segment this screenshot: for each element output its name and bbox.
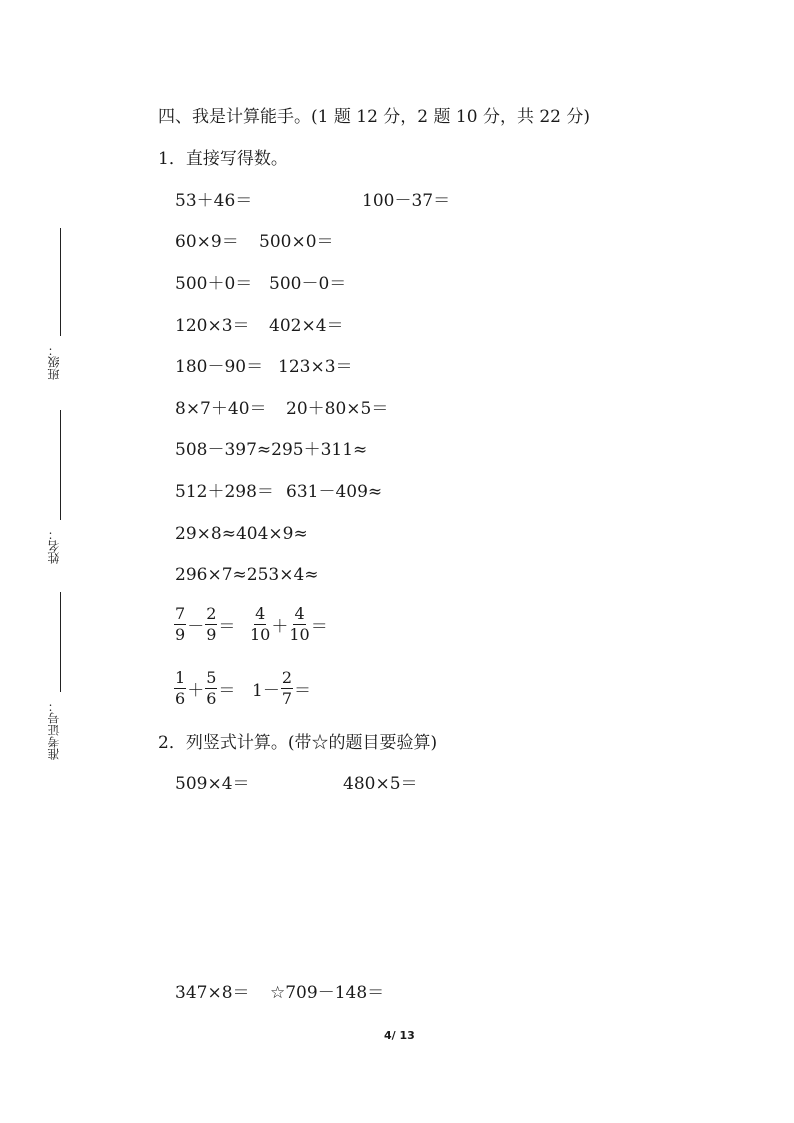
q1-row5-a: 180－90＝ xyxy=(175,357,264,377)
equals-sign: ＝ xyxy=(294,681,312,701)
denominator: 6 xyxy=(175,689,186,708)
q1-row2-b: 500×0＝ xyxy=(259,232,334,252)
denominator: 6 xyxy=(206,689,217,708)
numerator: 4 xyxy=(294,604,305,623)
q1-row7-b: 295＋311≈ xyxy=(271,440,368,460)
class-label: 班级： xyxy=(47,344,61,380)
q1-row10-b: 253×4≈ xyxy=(246,565,319,585)
numerator: 7 xyxy=(175,604,186,623)
whole-minus: 1－ xyxy=(252,681,280,701)
q1-row10-a: 296×7≈ xyxy=(175,565,247,585)
q2-problem-3: 347×8＝ xyxy=(175,983,250,1003)
q1-row4-b: 402×4＝ xyxy=(269,316,344,336)
operator: ＋ xyxy=(187,681,205,701)
denominator: 9 xyxy=(206,625,217,644)
page-number: 4/ 13 xyxy=(384,1029,415,1042)
q1-row7 xyxy=(175,440,367,460)
q1-row8-a: 512＋298＝ xyxy=(175,482,274,502)
q1-row7-a: 508－397≈ xyxy=(175,440,272,460)
name-line xyxy=(60,410,61,520)
q1-title: 1．直接写得数。 xyxy=(158,149,288,169)
q1-row9 xyxy=(175,524,308,544)
q1-row2-a: 60×9＝ xyxy=(175,232,239,252)
fraction-expr-2 xyxy=(250,605,329,644)
q1-row1-b: 100－37＝ xyxy=(362,191,451,211)
q1-row6-b: 20＋80×5＝ xyxy=(286,399,389,419)
equals-sign: ＝ xyxy=(310,617,328,637)
numerator: 2 xyxy=(206,604,217,623)
q1-row6-a: 8×7＋40＝ xyxy=(175,399,267,419)
fraction xyxy=(174,669,186,708)
operator: － xyxy=(187,617,205,637)
denominator: 9 xyxy=(175,625,186,644)
fraction-expr-4 xyxy=(251,669,312,708)
id-line xyxy=(60,592,61,692)
q1-row1-a: 53＋46＝ xyxy=(175,191,253,211)
section-title: 四、我是计算能手。(1 题 12 分，2 题 10 分，共 22 分) xyxy=(158,107,591,127)
fraction xyxy=(281,669,293,708)
q1-row9-a: 29×8≈ xyxy=(175,524,236,544)
q1-row3-a: 500＋0＝ xyxy=(175,274,253,294)
q2-title: 2．列竖式计算。(带☆的题目要验算) xyxy=(158,733,438,753)
equals-sign: ＝ xyxy=(218,617,236,637)
fraction xyxy=(205,669,217,708)
numerator: 2 xyxy=(281,668,293,687)
denominator: 7 xyxy=(281,689,293,708)
id-label: 准考证号： xyxy=(47,700,61,760)
q1-row10 xyxy=(175,565,319,585)
q1-row3-b: 500－0＝ xyxy=(269,274,347,294)
fraction xyxy=(250,605,270,644)
numerator: 5 xyxy=(206,668,217,687)
q1-row4-a: 120×3＝ xyxy=(175,316,250,336)
fraction xyxy=(289,605,309,644)
numerator: 4 xyxy=(255,604,266,623)
q2-problem-2: 480×5＝ xyxy=(343,774,418,794)
fraction xyxy=(174,605,186,644)
operator: ＋ xyxy=(271,617,289,637)
q2-problem-1: 509×4＝ xyxy=(175,774,250,794)
q1-row5-b: 123×3＝ xyxy=(278,357,353,377)
q1-row8-b: 631－409≈ xyxy=(286,482,383,502)
class-line xyxy=(60,228,61,336)
fraction-expr-3 xyxy=(174,669,236,708)
denominator: 10 xyxy=(250,625,271,644)
name-label: 姓名： xyxy=(47,528,61,564)
q2-problem-4: ☆709－148＝ xyxy=(270,983,385,1003)
fraction-expr-1 xyxy=(174,605,236,644)
denominator: 10 xyxy=(289,625,310,644)
equals-sign: ＝ xyxy=(218,681,236,701)
fraction xyxy=(205,605,217,644)
numerator: 1 xyxy=(175,668,186,687)
q1-row9-b: 404×9≈ xyxy=(235,524,308,544)
